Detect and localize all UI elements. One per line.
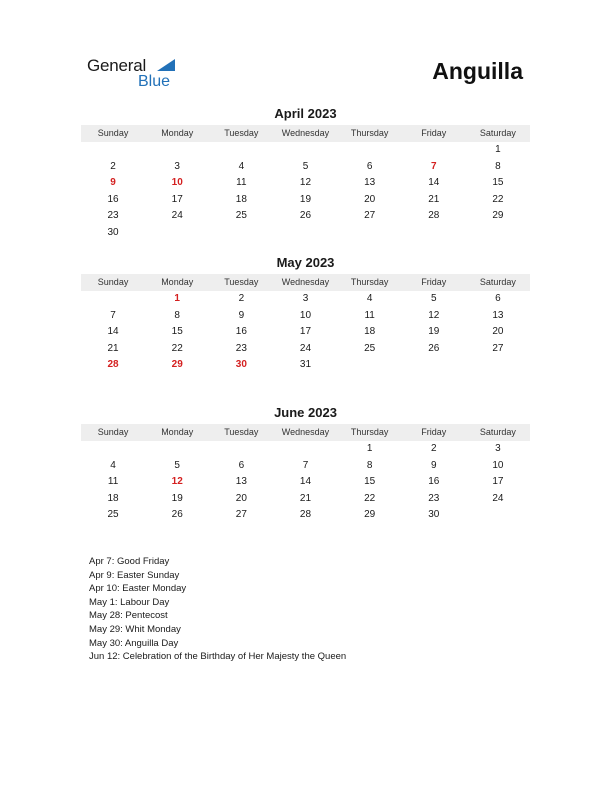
day-cell: 21	[299, 492, 312, 504]
weekday-label: Tuesday	[224, 128, 259, 138]
holiday-note: May 1: Labour Day	[89, 596, 170, 608]
holiday-note: Jun 12: Celebration of the Birthday of Her Majesty the Queen	[89, 651, 347, 663]
day-cell: 18	[235, 193, 247, 205]
day-cell: 22	[171, 342, 183, 354]
day-cell: 22	[492, 193, 504, 205]
day-cell: 20	[235, 492, 247, 504]
day-cell: 11	[236, 177, 247, 189]
week-row	[81, 324, 530, 341]
day-cell: 29	[364, 509, 376, 521]
holiday-notes	[89, 555, 349, 664]
day-cell: 28	[299, 509, 312, 521]
day-cell	[273, 225, 337, 242]
day-cell: 3	[495, 443, 501, 454]
day-cell: 10	[299, 309, 312, 321]
day-cell	[209, 441, 273, 458]
day-cell: 24	[492, 492, 504, 504]
holiday-day-cell: 1	[174, 293, 180, 304]
weekday-label: Monday	[161, 128, 194, 138]
day-cell: 11	[107, 476, 119, 488]
day-cell: 23	[235, 342, 247, 354]
day-cell	[338, 142, 402, 159]
day-cell: 2	[110, 160, 116, 172]
weekday-label: Sunday	[97, 277, 129, 287]
holiday-day-cell: 29	[171, 359, 183, 371]
weekday-header-row	[81, 424, 530, 441]
day-cell: 30	[428, 509, 440, 521]
weekday-label: Thursday	[350, 427, 389, 437]
holiday-day-cell: 12	[171, 476, 183, 488]
weekday-label: Friday	[421, 277, 447, 287]
day-cell: 26	[171, 509, 183, 521]
day-cell	[81, 142, 145, 159]
day-cell	[402, 142, 466, 159]
day-cell	[402, 357, 466, 374]
day-cell: 14	[107, 326, 119, 338]
weekday-label: Thursday	[350, 277, 389, 287]
day-cell: 5	[174, 459, 180, 471]
week-row	[81, 225, 530, 242]
weekday-label: Wednesday	[281, 277, 330, 287]
day-cell: 14	[299, 476, 312, 488]
weekday-label: Wednesday	[281, 427, 330, 437]
day-cell: 26	[299, 210, 312, 222]
week-row	[81, 142, 530, 159]
logo-blue-text: Blue	[138, 73, 171, 90]
day-cell	[145, 225, 209, 242]
day-cell	[466, 225, 530, 242]
week-row	[81, 308, 530, 325]
day-cell: 5	[430, 293, 437, 304]
day-cell: 9	[238, 309, 245, 321]
day-cell	[466, 357, 530, 374]
day-cell: 11	[364, 309, 375, 321]
day-cell: 29	[492, 210, 504, 222]
day-cell: 31	[299, 359, 312, 371]
day-cell: 4	[110, 459, 116, 471]
day-cell: 1	[495, 144, 501, 155]
month-title: April 2023	[274, 106, 337, 121]
weekday-label: Thursday	[350, 128, 389, 138]
weekday-label: Monday	[161, 427, 194, 437]
holiday-day-cell: 7	[430, 160, 437, 172]
month-june	[81, 405, 530, 524]
week-row	[81, 192, 530, 209]
day-cell: 1	[366, 443, 373, 454]
logo	[87, 56, 187, 92]
day-cell: 7	[110, 309, 116, 321]
week-row	[81, 357, 530, 374]
weekday-label: Saturday	[479, 427, 516, 437]
day-cell: 19	[299, 193, 312, 205]
day-cell: 14	[428, 177, 440, 189]
day-cell	[145, 142, 209, 159]
weekday-label: Monday	[161, 277, 194, 287]
day-cell: 21	[428, 193, 440, 205]
weekday-label: Saturday	[479, 277, 516, 287]
day-cell: 21	[107, 342, 119, 354]
day-cell: 7	[302, 459, 309, 471]
logo-triangle-icon	[157, 59, 175, 71]
day-cell: 25	[107, 509, 119, 521]
weekday-header-row	[81, 274, 530, 291]
weekday-label: Sunday	[97, 427, 129, 437]
month-may	[81, 255, 530, 374]
day-cell	[209, 225, 273, 242]
weekday-label: Sunday	[97, 128, 129, 138]
week-row	[81, 507, 530, 524]
holiday-day-cell: 10	[171, 177, 183, 189]
day-cell: 9	[430, 459, 437, 471]
logo-general-text: General	[87, 56, 147, 75]
day-cell: 17	[171, 193, 183, 205]
day-cell	[145, 441, 209, 458]
day-cell: 23	[428, 492, 440, 504]
holiday-day-cell: 30	[235, 359, 247, 371]
day-cell: 5	[302, 160, 309, 172]
day-cell: 2	[430, 443, 437, 454]
day-cell: 18	[107, 492, 119, 504]
day-cell: 25	[364, 342, 376, 354]
day-cell: 20	[492, 326, 504, 338]
day-cell: 17	[492, 476, 504, 488]
day-cell: 12	[428, 309, 440, 321]
day-cell: 15	[492, 177, 504, 189]
day-cell	[402, 225, 466, 242]
day-cell: 27	[235, 509, 247, 521]
holiday-note: Apr 7: Good Friday	[89, 556, 170, 567]
day-cell: 27	[364, 210, 376, 222]
day-cell: 17	[299, 326, 312, 338]
day-cell: 13	[235, 476, 247, 488]
day-cell: 15	[364, 476, 376, 488]
day-cell: 30	[107, 226, 119, 238]
country-title: Anguilla	[432, 58, 523, 84]
weekday-label: Friday	[421, 427, 447, 437]
day-cell: 24	[299, 342, 312, 354]
day-cell: 28	[428, 210, 440, 222]
day-cell: 25	[235, 210, 247, 222]
day-cell	[81, 441, 145, 458]
day-cell: 6	[238, 459, 245, 471]
week-row	[81, 474, 530, 491]
day-cell: 6	[366, 160, 373, 172]
day-cell: 4	[366, 293, 373, 304]
day-cell: 8	[495, 160, 501, 172]
day-cell	[338, 225, 402, 242]
week-row	[81, 491, 530, 508]
day-cell: 8	[366, 459, 373, 471]
holiday-day-cell: 28	[107, 359, 119, 371]
month-title: May 2023	[276, 255, 335, 270]
day-cell: 3	[174, 160, 180, 172]
day-cell: 2	[238, 293, 245, 304]
day-cell: 18	[364, 326, 376, 338]
month-title: June 2023	[274, 405, 337, 420]
day-cell: 19	[428, 326, 440, 338]
week-row	[81, 175, 530, 192]
weekday-label: Saturday	[479, 128, 516, 138]
holiday-note: Apr 10: Easter Monday	[89, 583, 187, 595]
day-cell: 23	[107, 210, 119, 222]
day-cell	[81, 291, 145, 308]
day-cell: 10	[492, 459, 504, 471]
holiday-note: Apr 9: Easter Sunday	[89, 569, 180, 581]
month-april	[81, 106, 530, 242]
day-cell: 22	[364, 492, 376, 504]
day-cell: 15	[171, 326, 183, 338]
day-cell	[273, 142, 337, 159]
day-cell: 6	[495, 293, 501, 304]
week-row	[81, 208, 530, 225]
day-cell: 4	[238, 160, 245, 172]
day-cell: 13	[492, 309, 504, 321]
weekday-label: Wednesday	[281, 128, 330, 138]
holiday-note: May 28: Pentecost	[89, 610, 168, 622]
week-row	[81, 341, 530, 358]
day-cell: 20	[364, 193, 376, 205]
day-cell: 16	[107, 193, 119, 205]
day-cell	[209, 142, 273, 159]
holiday-day-cell: 9	[110, 177, 116, 189]
week-row	[81, 441, 530, 458]
week-row	[81, 291, 530, 308]
day-cell	[466, 507, 530, 524]
day-cell: 26	[428, 342, 440, 354]
day-cell	[273, 441, 337, 458]
weekday-label: Tuesday	[224, 427, 259, 437]
day-cell: 16	[235, 326, 247, 338]
weekday-label: Tuesday	[224, 277, 259, 287]
day-cell: 16	[428, 476, 440, 488]
day-cell: 13	[364, 177, 376, 189]
day-cell: 24	[171, 210, 183, 222]
day-cell: 12	[299, 177, 312, 189]
day-cell: 19	[171, 492, 183, 504]
weekday-label: Friday	[421, 128, 447, 138]
day-cell	[338, 357, 402, 374]
day-cell: 8	[174, 309, 180, 321]
holiday-note: May 30: Anguilla Day	[89, 637, 179, 649]
day-cell: 3	[302, 293, 309, 304]
week-row	[81, 159, 530, 176]
week-row	[81, 458, 530, 475]
day-cell: 27	[492, 342, 504, 354]
weekday-header-row	[81, 125, 530, 142]
holiday-note: May 29: Whit Monday	[89, 623, 181, 635]
